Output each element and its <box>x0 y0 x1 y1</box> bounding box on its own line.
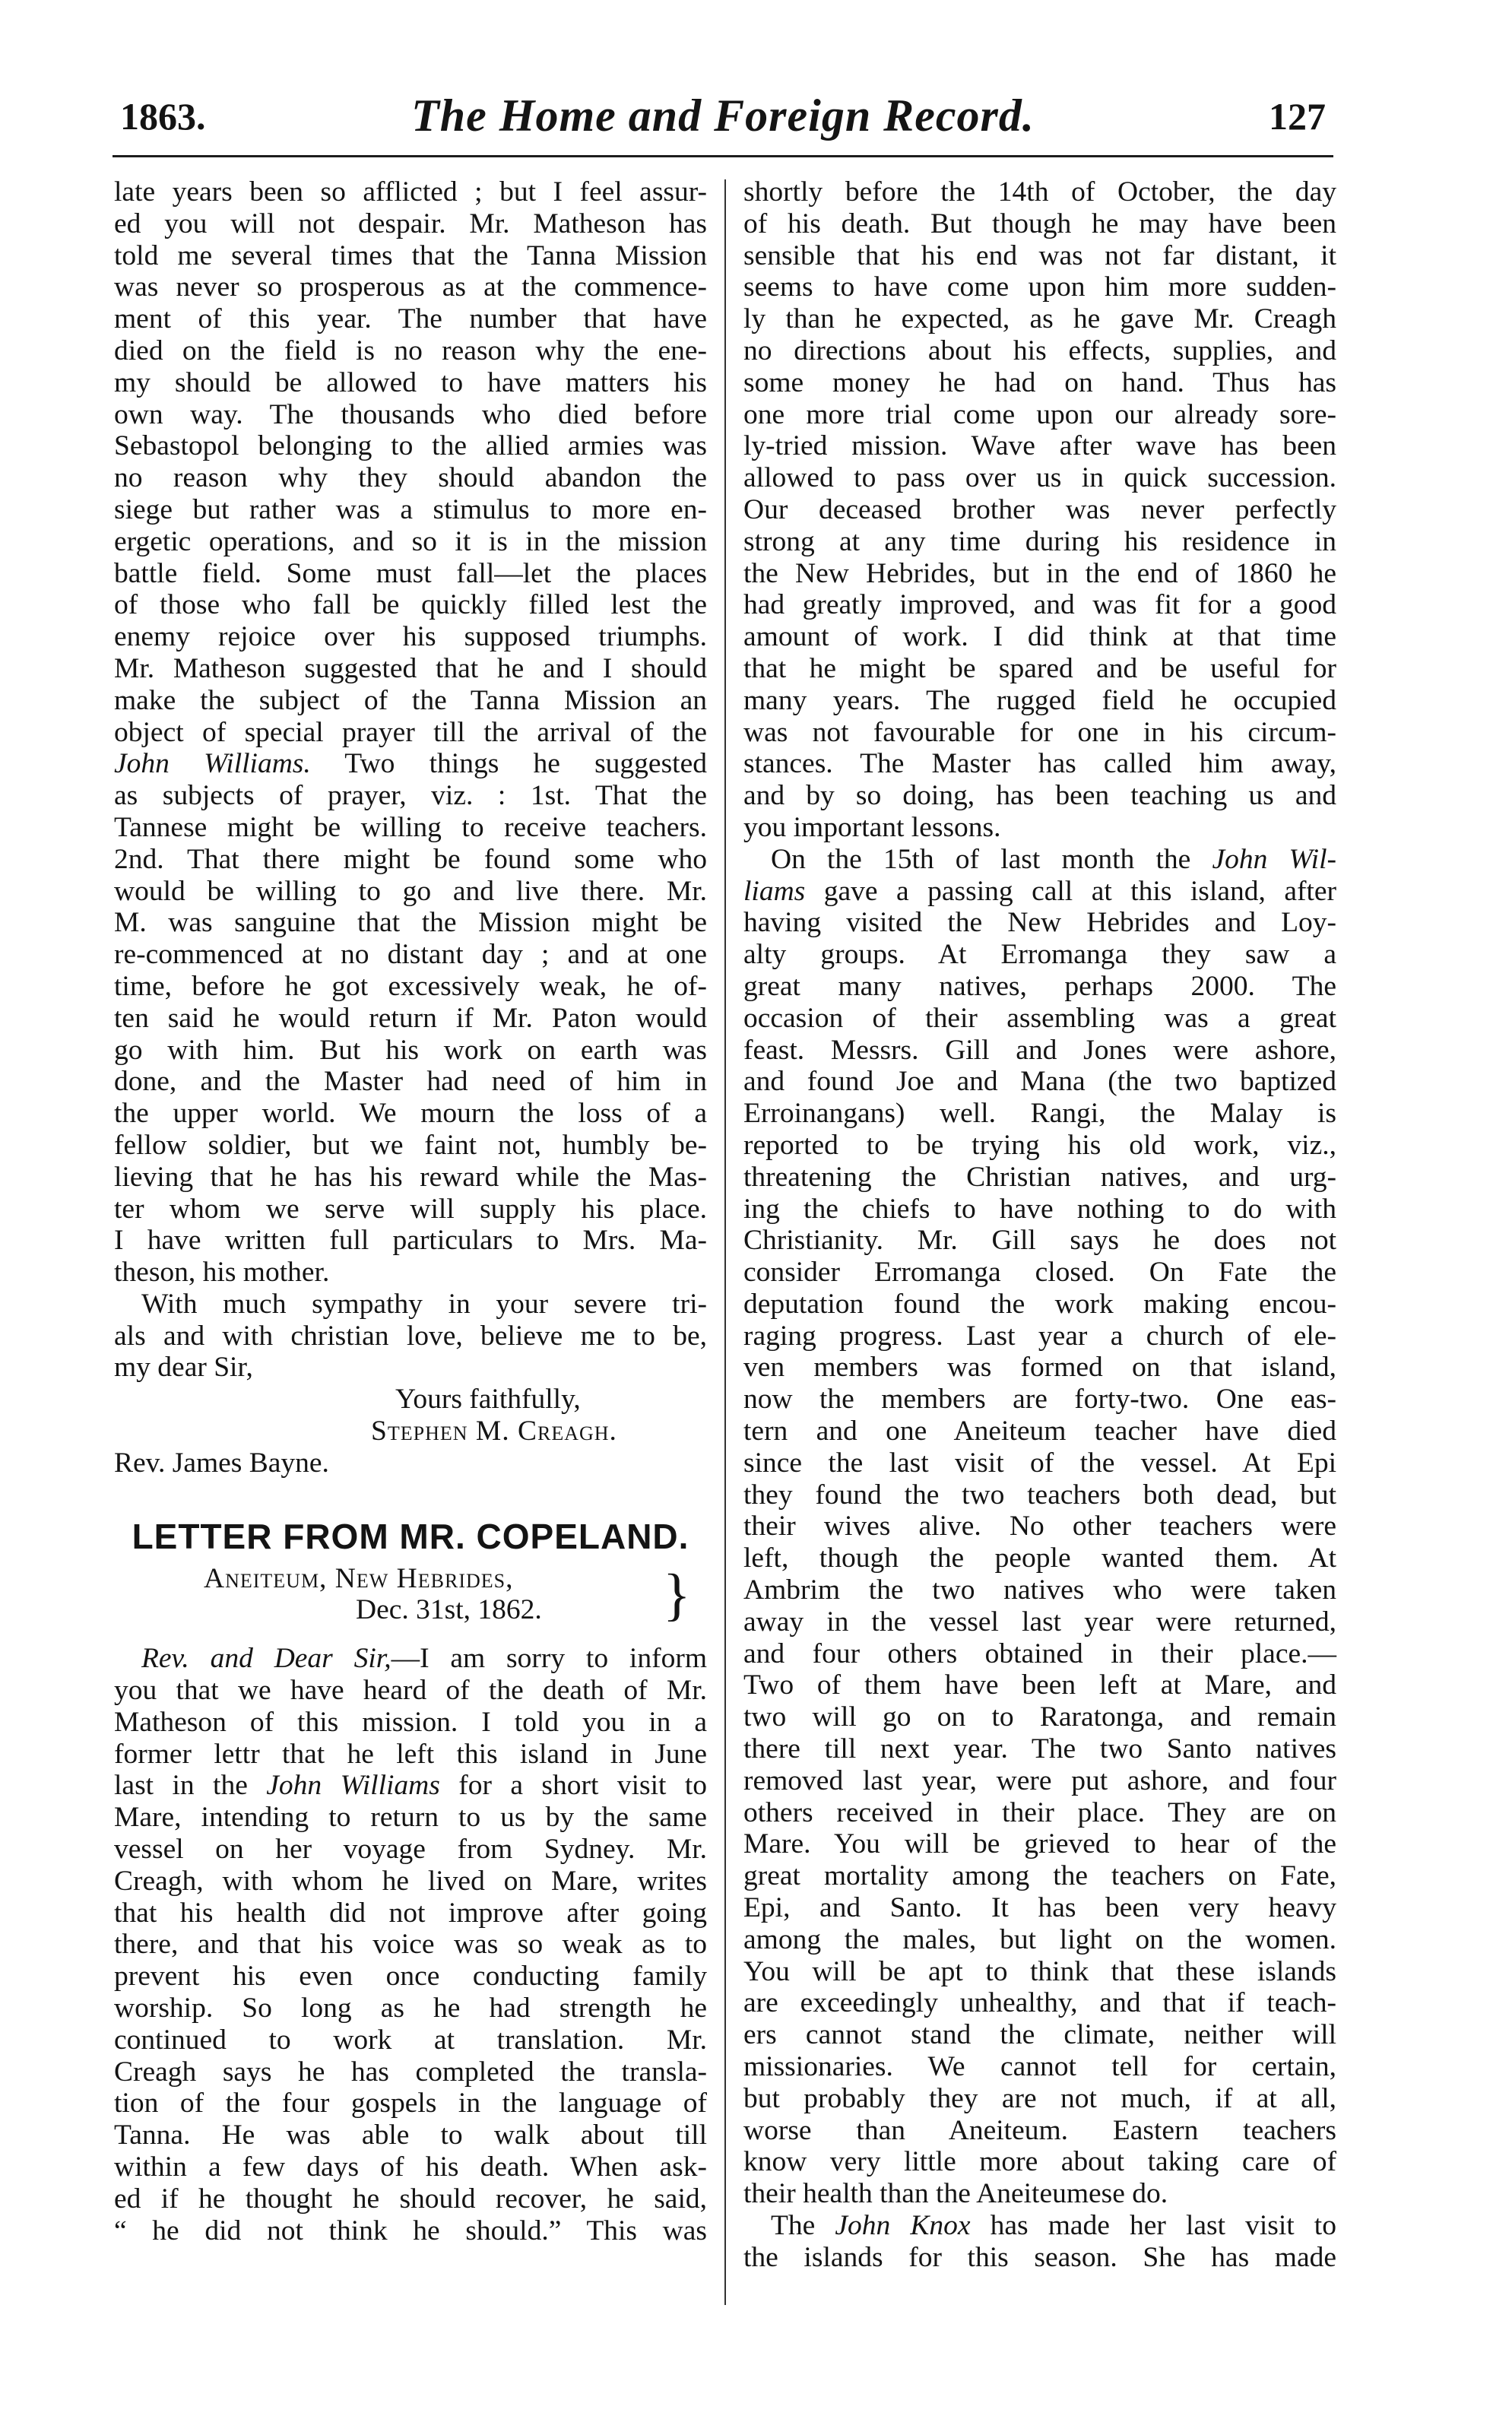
text-line: and by so doing, has been teaching us and <box>743 780 1336 812</box>
text-line: enemy rejoice over his supposed triumphs. <box>114 621 707 653</box>
paragraph-death-account <box>743 176 1336 844</box>
text-line: threatening the Christian natives, and urg- <box>743 1161 1336 1193</box>
paragraph-closing <box>114 1289 707 1479</box>
text-line: go with him. But his work on earth was <box>114 1034 707 1066</box>
paragraph-tanna-mission <box>114 176 707 1289</box>
text-line: alty groups. At Erromanga they saw a <box>743 939 1336 971</box>
text-line: missionaries. We cannot tell for certain, <box>743 2051 1336 2083</box>
letter-heading: LETTER FROM MR. COPELAND. <box>132 1516 689 1556</box>
text-line: ten said he would return if Mr. Paton would <box>114 1002 707 1034</box>
text-line: ven members was formed on that island, <box>743 1352 1336 1384</box>
text-line: ergetic operations, and so it is in the mission <box>114 525 707 557</box>
text-line: that his health did not improve after going <box>114 1897 707 1929</box>
text-line: battle field. Some must fall—let the places <box>114 557 707 589</box>
text-line: had greatly improved, and was fit for a good <box>743 589 1336 621</box>
text-line: strong at any time during his residence in <box>743 525 1336 557</box>
ship-name: John Williams <box>266 1770 440 1802</box>
signature: Stephen M. Creagh. <box>371 1416 617 1447</box>
column-divider <box>724 179 726 2305</box>
text-line: of those who fall be quickly filled lest the <box>114 589 707 621</box>
text-line: Sebastopol belonging to the allied armies was <box>114 430 707 462</box>
text-line: my dear Sir, <box>114 1352 253 1384</box>
text-line: away in the vessel last year were returned, <box>743 1606 1336 1638</box>
paragraph-john-knox <box>743 2210 1336 2274</box>
text-line: Mr. Matheson suggested that he and I should <box>114 652 707 684</box>
text-fragment: Two things he suggested <box>310 748 707 780</box>
text-line: ly than he expected, as he gave Mr. Creagh <box>743 303 1336 335</box>
text-line: ed you will not despair. Mr. Matheson has <box>114 208 707 239</box>
text-line: since the last visit of the vessel. At Epi <box>743 1447 1336 1479</box>
text-fragment: has made her last visit to <box>970 2210 1336 2241</box>
text-line: ter whom we serve will supply his place. <box>114 1193 707 1225</box>
text-line: als and with christian love, believe me to be, <box>114 1320 707 1352</box>
text-line: was never so prosperous as at the commence- <box>114 271 707 303</box>
text-line: Ambrim the two natives who were taken <box>743 1574 1336 1606</box>
text-line: done, and the Master had need of him in <box>114 1066 707 1098</box>
text-line: own way. The thousands who died before <box>114 398 707 430</box>
text-line: amount of work. I did think at that time <box>743 621 1336 653</box>
text-line: 2nd. That there might be found some who <box>114 843 707 875</box>
text-line: raging progress. Last year a church of ele- <box>743 1320 1336 1352</box>
text-line: removed last year, were put ashore, and four <box>743 1764 1336 1796</box>
text-line: Erroinangans) well. Rangi, the Malay is <box>743 1098 1336 1130</box>
text-line: shortly before the 14th of October, the day <box>743 176 1336 208</box>
text-line: one more trial come upon our already sore- <box>743 398 1336 430</box>
sign-off: Yours faithfully, <box>395 1384 581 1416</box>
text-line: prevent his even once conducting family <box>114 1961 707 1993</box>
dateline <box>114 1563 707 1627</box>
text-line: deputation found the work making encou- <box>743 1288 1336 1320</box>
dateline-place-text: Aneiteum, New Hebrides, <box>204 1562 514 1594</box>
text-line: You will be apt to think that these islands <box>743 1955 1336 1987</box>
spacer <box>114 1626 707 1643</box>
addressee: Rev. James Bayne. <box>114 1447 329 1479</box>
text-line: know very little more about taking care of <box>743 2146 1336 2178</box>
ship-name: John Williams. <box>114 748 311 780</box>
text-line: Mare. You will be grieved to hear of the <box>743 1828 1336 1860</box>
text-line: reported to be trying his old work, viz., <box>743 1129 1336 1161</box>
text-line: the upper world. We mourn the loss of a <box>114 1098 707 1130</box>
text-line <box>743 2210 1336 2242</box>
ship-name: liams <box>743 875 806 907</box>
text-line: Matheson of this mission. I told you in a <box>114 1706 707 1738</box>
text-line: died on the field is no reason why the ene- <box>114 334 707 366</box>
header-title: The Home and Foreign Record. <box>411 90 1035 141</box>
text-line: ers cannot stand the climate, neither will <box>743 2019 1336 2051</box>
text-line: there till next year. The two Santo natives <box>743 1733 1336 1765</box>
text-line: their wives alive. No other teachers were <box>743 1511 1336 1542</box>
right-column <box>743 176 1336 2274</box>
text-line: great mortality among the teachers on Fate, <box>743 1860 1336 1892</box>
text-line: lieving that he has his reward while the Mas- <box>114 1161 707 1193</box>
text-line: within a few days of his death. When ask- <box>114 2151 707 2183</box>
ship-name: John Wil- <box>1212 843 1337 875</box>
text-line: vessel on her voyage from Sydney. Mr. <box>114 1834 707 1866</box>
text-line: sensible that his end was not far distant, it <box>743 239 1336 271</box>
text-line: tern and one Aneiteum teacher have died <box>743 1416 1336 1447</box>
text-line <box>114 748 707 780</box>
text-fragment: —I am sorry to inform <box>391 1643 707 1675</box>
text-line: Creagh, with whom he lived on Mare, writes <box>114 1865 707 1897</box>
text-line <box>114 1643 707 1675</box>
text-line: great many natives, perhaps 2000. The <box>743 970 1336 1002</box>
text-line: Epi, and Santo. It has been very heavy <box>743 1892 1336 1924</box>
text-line: as subjects of prayer, viz. : 1st. That the <box>114 780 707 812</box>
text-line: time, before he got excessively weak, he of- <box>114 970 707 1002</box>
text-line: they found the two teachers both dead, but <box>743 1479 1336 1511</box>
brace-mark: } <box>663 1562 692 1627</box>
text-fragment: gave a passing call at this island, after <box>805 875 1336 907</box>
text-line: feast. Messrs. Gill and Jones were ashore, <box>743 1034 1336 1066</box>
text-line: Two of them have been left at Mare, and <box>743 1669 1336 1701</box>
text-line: was not favourable for one in his circum- <box>743 716 1336 748</box>
text-line: “ he did not think he should.” This was <box>114 2215 707 2246</box>
text-line: some money he had on hand. Thus has <box>743 366 1336 398</box>
text-line: Tanna. He was able to walk about till <box>114 2120 707 2151</box>
text-line: consider Erromanga closed. On Fate the <box>743 1257 1336 1289</box>
text-line <box>114 1770 707 1802</box>
paragraph-john-williams-visit <box>743 844 1336 2210</box>
text-line: occasion of their assembling was a great <box>743 1002 1336 1034</box>
text-line: M. was sanguine that the Mission might be <box>114 907 707 939</box>
salutation: Rev. and Dear Sir, <box>141 1643 391 1675</box>
text-line: continued to work at translation. Mr. <box>114 2024 707 2056</box>
text-line <box>743 876 1336 908</box>
text-line: I have written full particulars to Mrs. Ma- <box>114 1225 707 1257</box>
dateline-date: Dec. 31st, 1862. <box>356 1594 542 1626</box>
text-line: the islands for this season. She has made <box>743 2241 1336 2273</box>
text-line: Tannese might be willing to receive teachers. <box>114 811 707 843</box>
text-line: late years been so afflicted ; but I feel assur- <box>114 176 707 208</box>
text-line: of his death. But though he may have been <box>743 208 1336 239</box>
text-line: you that we have heard of the death of Mr. <box>114 1675 707 1707</box>
text-line: Creagh says he has completed the transla- <box>114 2056 707 2088</box>
text-line: told me several times that the Tanna Mission <box>114 239 707 271</box>
text-line: make the subject of the Tanna Mission an <box>114 684 707 716</box>
text-line: two will go on to Raratonga, and remain <box>743 1701 1336 1733</box>
text-line: now the members are forty-two. One eas- <box>743 1384 1336 1416</box>
text-line: the New Hebrides, but in the end of 1860 he <box>743 557 1336 589</box>
text-line: former lettr that he left this island in June <box>114 1738 707 1770</box>
text-line: worship. So long as he had strength he <box>114 1993 707 2024</box>
text-line: object of special prayer till the arrival of the <box>114 716 707 748</box>
text-line: left, though the people wanted them. At <box>743 1542 1336 1574</box>
text-line: ing the chiefs to have nothing to do with <box>743 1193 1336 1225</box>
text-line: their health than the Aneiteumese do. <box>743 2178 1168 2210</box>
text-line: theson, his mother. <box>114 1257 330 1289</box>
text-fragment: On the 15th of last month the <box>771 843 1212 875</box>
text-line: allowed to pass over us in quick succession. <box>743 462 1336 494</box>
text-line: others received in their place. They are on <box>743 1796 1336 1828</box>
text-line: Our deceased brother was never perfectly <box>743 493 1336 525</box>
text-line: siege but rather was a stimulus to more en- <box>114 493 707 525</box>
text-line <box>743 844 1336 876</box>
text-line: among the males, but light on the women. <box>743 1923 1336 1955</box>
text-line: no reason why they should abandon the <box>114 462 707 494</box>
text-line: and found Joe and Mana (the two baptized <box>743 1066 1336 1098</box>
paragraph-copeland-letter <box>114 1643 707 2246</box>
text-line: seems to have come upon him more sudden- <box>743 271 1336 303</box>
text-line: ment of this year. The number that have <box>114 303 707 335</box>
text-line: worse than Aneiteum. Eastern teachers <box>743 2114 1336 2146</box>
left-column <box>114 176 707 2246</box>
text-line: fellow soldier, but we faint not, humbly be- <box>114 1129 707 1161</box>
header-year: 1863. <box>120 95 206 138</box>
running-head <box>113 90 1333 157</box>
text-line: Christianity. Mr. Gill says he does not <box>743 1225 1336 1257</box>
text-line: stances. The Master has called him away, <box>743 748 1336 780</box>
text-line: no directions about his effects, supplies, and <box>743 334 1336 366</box>
text-line: and four others obtained in their place.— <box>743 1638 1336 1669</box>
text-line: my should be allowed to have matters his <box>114 366 707 398</box>
text-line: re-commenced at no distant day ; and at one <box>114 939 707 971</box>
text-fragment: for a short visit to <box>439 1770 707 1802</box>
ship-name: John Knox <box>835 2210 971 2241</box>
header-page-number: 127 <box>1269 95 1326 138</box>
text-line: ly-tried mission. Wave after wave has been <box>743 430 1336 462</box>
text-line: are exceedingly unhealthy, and that if teach- <box>743 1987 1336 2019</box>
text-line: that he might be spared and be useful for <box>743 652 1336 684</box>
text-line: Mare, intending to return to us by the same <box>114 1802 707 1834</box>
text-line: but probably they are not much, if at all, <box>743 2082 1336 2114</box>
text-line: tion of the four gospels in the language of <box>114 2088 707 2120</box>
text-line: you important lessons. <box>743 811 1001 843</box>
text-line: ed if he thought he should recover, he said, <box>114 2183 707 2215</box>
text-line: many years. The rugged field he occupied <box>743 684 1336 716</box>
text-line: there, and that his voice was so weak as to <box>114 1929 707 1961</box>
text-fragment: The <box>771 2210 835 2241</box>
text-line: would be willing to go and live there. Mr. <box>114 875 707 907</box>
text-fragment: last in the <box>114 1770 267 1802</box>
text-line: having visited the New Hebrides and Loy- <box>743 907 1336 939</box>
text-line: With much sympathy in your severe tri- <box>141 1288 707 1320</box>
